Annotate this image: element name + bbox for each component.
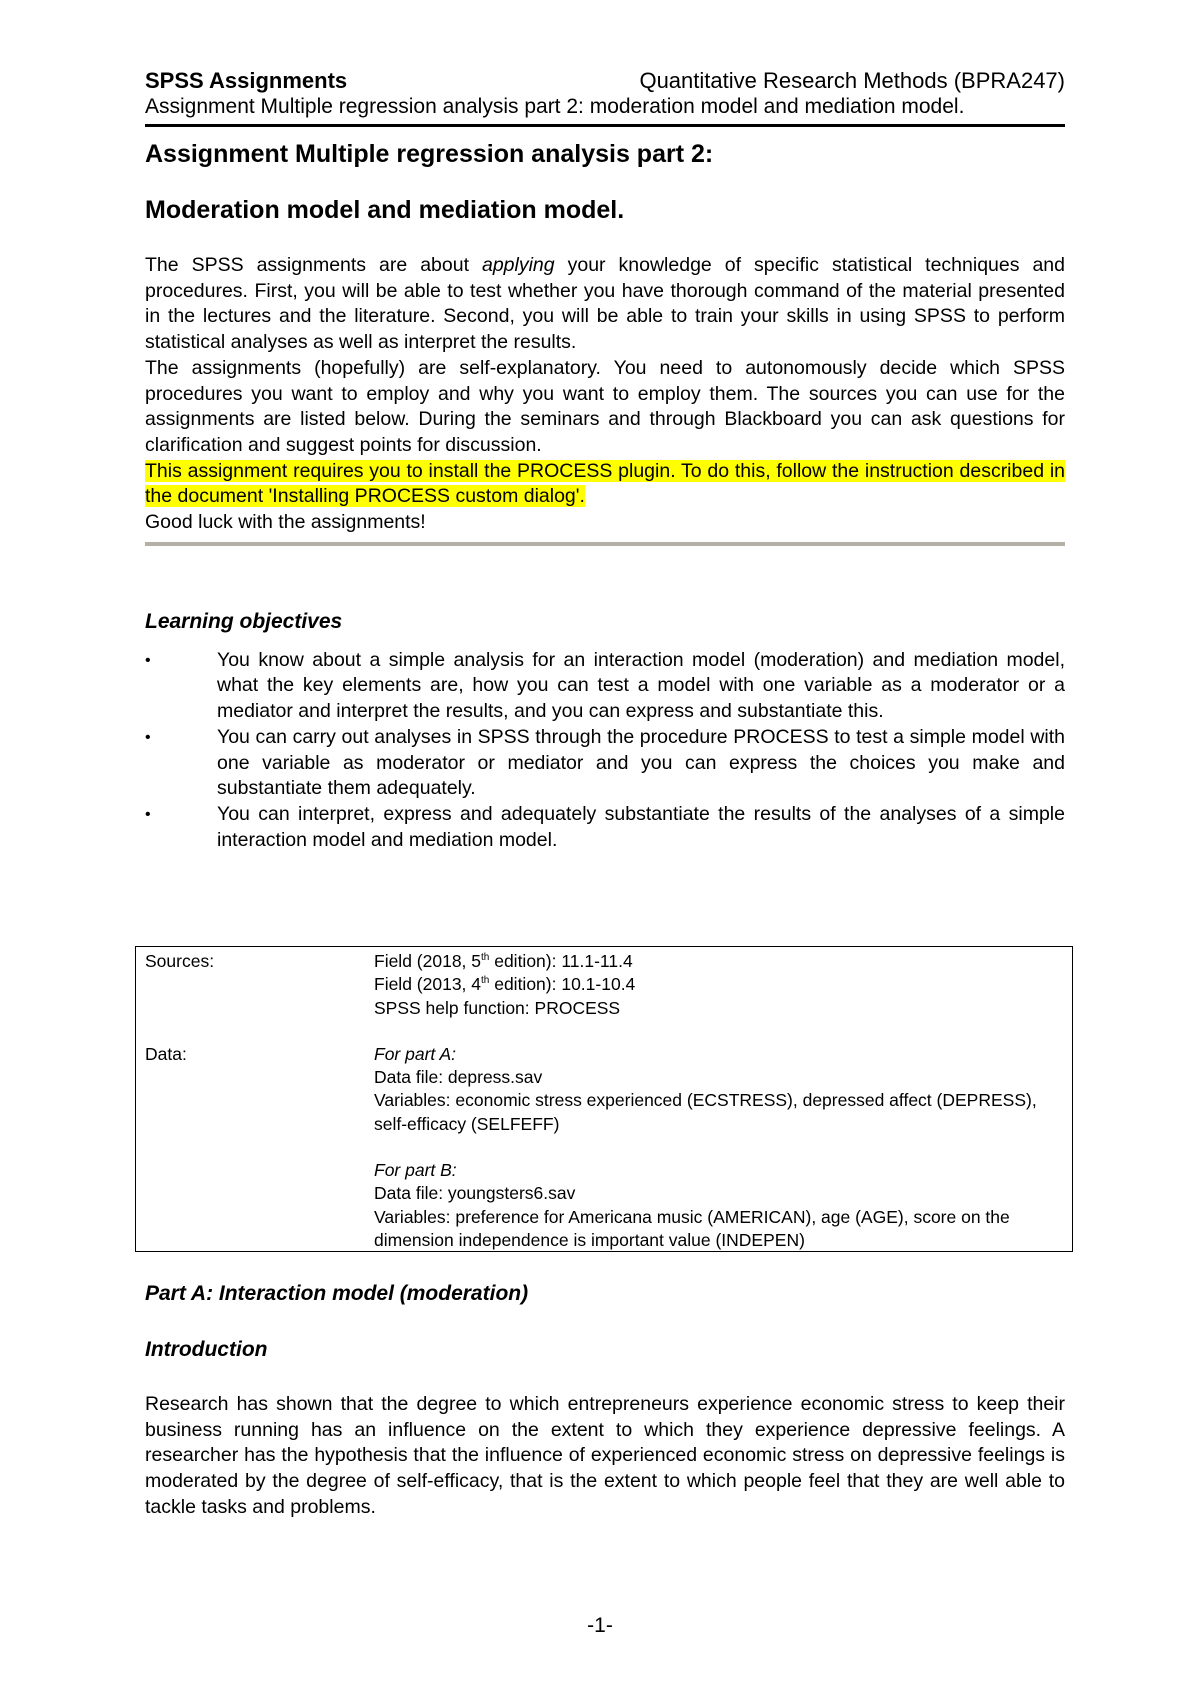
title-line-2: Moderation model and mediation model. [145, 196, 625, 224]
header-right: Quantitative Research Methods (BPRA247) [639, 68, 1065, 93]
sources-box [135, 946, 1073, 1252]
bullet-icon: • [145, 651, 151, 669]
part-b-variables: Variables: preference for Americana music (AMERICAN), age (AGE), score on the dimension independence is important value (INDEPEN) [374, 1206, 1010, 1250]
sources-list [374, 950, 1072, 1020]
source-sup: th [481, 975, 490, 987]
source-field-2018 [374, 950, 1072, 973]
part-a-paragraph: Research has shown that the degree to which entrepreneurs experience economic stress to keep their business running has an influence on the extent to which they experience depressive feelings. A researcher has the hypothesis that the influence of experienced economic stress on depressive feelings is moderated by the degree of self-efficacy, that is the extent to which people feel that they are well able to tackle tasks and problems. [145, 1393, 1065, 1518]
title-line-1: Assignment Multiple regression analysis part 2: [145, 140, 714, 168]
sources-label: Sources: [145, 951, 215, 971]
intro-text [145, 253, 1065, 536]
intro-paragraph-2: The assignments (hopefully) are self-explanatory. You need to autonomously decide which SPSS procedures you want to employ and why you want to employ them. The sources you can use for the assignments are listed below. During the seminars and through Blackboard you can ask questions for clarification and suggest points for discussion. [145, 356, 1065, 456]
header-left: SPSS Assignments [145, 68, 348, 93]
bullet-icon: • [145, 805, 151, 823]
header-subtitle: Assignment Multiple regression analysis part 2: moderation model and mediation model. [145, 95, 965, 118]
part-a-label: For part A: [374, 1043, 457, 1064]
list-item [145, 648, 1065, 725]
part-b-label: For part B: [374, 1160, 457, 1181]
source-text: Field (2013, 4 [374, 974, 482, 995]
source-sup: th [481, 952, 490, 964]
objective-text: You can interpret, express and adequately substantiate the results of the analyses of a simple interaction model and mediation model. [217, 802, 1065, 851]
data-label: Data: [145, 1043, 187, 1064]
list-item [145, 802, 1065, 853]
sources-row [136, 950, 1072, 1020]
intro-paragraph-1 [145, 253, 1065, 356]
objective-text: You know about a simple analysis for an interaction model (moderation) and mediation model, what the key elements are, how you can test a model with one variable as a moderator or a mediator and interpret the results, and you can express and substantiate this. [217, 648, 1065, 723]
spacer [136, 1020, 1072, 1043]
intro-p1-post: your knowledge of specific statistical techniques and procedures. First, you will be able to test whether you have thorough command of the material presented in the lectures and the literature. Second, you will be able to train your skills in using SPSS to perform statistical analyses as well as interpret the results. [145, 254, 1065, 354]
data-row [136, 1043, 1072, 1252]
source-text: Field (2018, 5 [374, 951, 482, 971]
objectives-list [145, 648, 1065, 854]
part-a-title: Part A: Interaction model (moderation) [145, 1282, 529, 1305]
source-field-2013 [374, 973, 1072, 996]
intro-divider [145, 542, 1065, 546]
part-a-variables: Variables: economic stress experienced (ECSTRESS), depressed affect (DEPRESS), self-efficacy (SELFEFF) [374, 1090, 1037, 1134]
bullet-icon: • [145, 728, 151, 746]
running-header [145, 68, 1065, 94]
source-text: edition): 11.1-11.4 [489, 951, 633, 971]
document-page [145, 68, 1065, 853]
data-list [374, 1043, 1072, 1252]
intro-highlight [145, 459, 1065, 510]
source-spss-help: SPSS help function: PROCESS [374, 997, 621, 1018]
source-text: edition): 10.1-10.4 [489, 974, 636, 995]
intro-p1-emphasis: applying [481, 254, 555, 276]
page-number: -1- [587, 1614, 613, 1637]
intro-p1-pre: The SPSS assignments are about [145, 254, 482, 276]
highlighted-text: This assignment requires you to install the PROCESS plugin. To do this, follow the instruction described in the document 'Installing PROCESS custom dialog'. [145, 459, 1065, 508]
objectives-title: Learning objectives [145, 609, 343, 633]
part-a-section [145, 1280, 1065, 1521]
header-rule [145, 124, 1065, 127]
objective-text: You can carry out analyses in SPSS through the procedure PROCESS to test a simple model with one variable as moderator or mediator and you can express the choices you make and substantiate them adequately. [217, 725, 1065, 800]
list-item [145, 725, 1065, 802]
spacer [374, 1136, 1072, 1159]
part-a-file: Data file: depress.sav [374, 1067, 543, 1088]
part-b-file: Data file: youngsters6.sav [374, 1183, 576, 1204]
intro-paragraph-3: Good luck with the assignments! [145, 511, 426, 534]
introduction-title: Introduction [145, 1338, 268, 1361]
